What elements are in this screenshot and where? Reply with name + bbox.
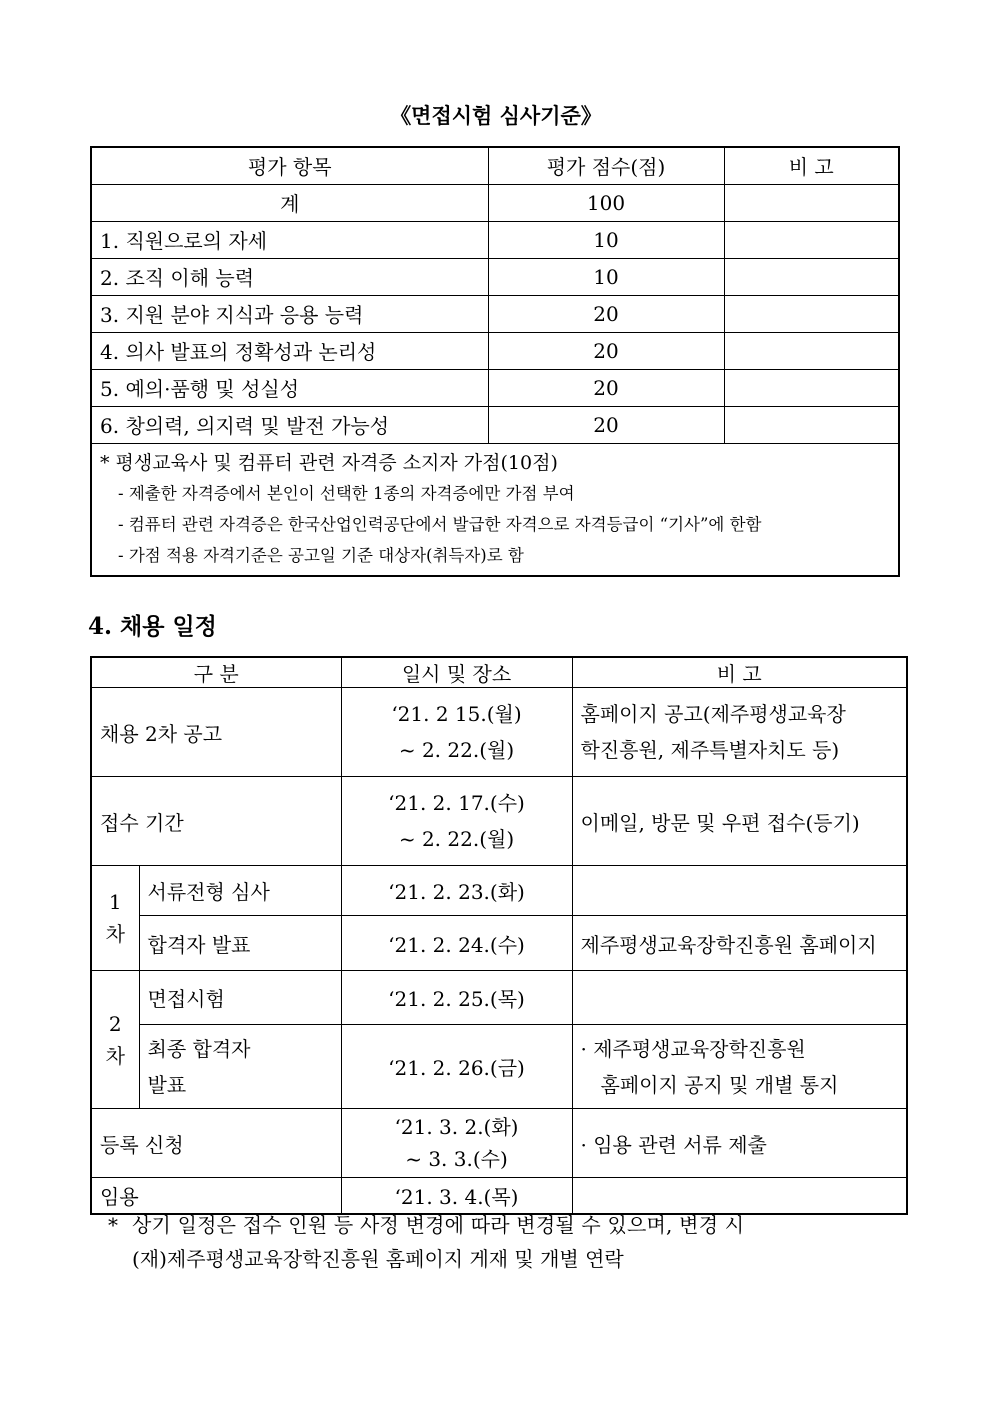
table-row <box>91 332 899 369</box>
table-row <box>91 688 907 777</box>
table-row <box>91 866 907 916</box>
schedule-name: 등록 신청 <box>91 1109 341 1178</box>
date-line-1: ‘21. 3. 2.(화) <box>394 1115 519 1139</box>
criteria-title: 《면접시험 심사기준》 <box>390 103 602 128</box>
criteria-table <box>90 146 900 577</box>
schedule-date: ‘21. 3. 4.(목) <box>341 1178 572 1214</box>
section-title: 4. 채용 일정 <box>88 613 217 640</box>
criteria-item: 5. 예의·품행 및 성실성 <box>91 369 488 406</box>
remark-line-1: 홈페이지 공고(제주평생교육장 <box>580 702 846 726</box>
schedule-name <box>139 1025 341 1109</box>
schedule-date: ‘21. 2. 23.(화) <box>341 866 572 916</box>
criteria-score: 20 <box>488 295 724 332</box>
criteria-item: 2. 조직 이해 능력 <box>91 258 488 295</box>
table-row <box>91 916 907 971</box>
note-sub-1: - 제출한 자격증에서 본인이 선택한 1종의 자격증에만 가점 부여 <box>118 483 575 503</box>
schedule-date: ‘21. 2. 24.(수) <box>341 916 572 971</box>
criteria-header-row <box>91 147 899 184</box>
schedule-date <box>341 1109 572 1178</box>
criteria-score: 10 <box>488 221 724 258</box>
schedule-name: 서류전형 심사 <box>139 866 341 916</box>
criteria-total-row <box>91 184 899 221</box>
note-sub-2: - 컴퓨터 관련 자격증은 한국산업인력공단에서 발급한 자격으로 자격등급이 “기사”에 한함 <box>118 514 762 534</box>
table-row <box>91 295 899 332</box>
criteria-remark <box>724 221 899 258</box>
name-line-2: 발표 <box>147 1072 187 1097</box>
schedule-date: ‘21. 2. 26.(금) <box>341 1025 572 1109</box>
footnote-text-1: 상기 일정은 접수 인원 등 사정 변경에 따라 변경될 수 있으며, 변경 시 <box>132 1213 745 1237</box>
schedule-header-row <box>91 657 907 688</box>
criteria-item: 3. 지원 분야 지식과 응용 능력 <box>91 295 488 332</box>
group-second-char: 차 <box>105 1043 125 1068</box>
schedule-name: 합격자 발표 <box>139 916 341 971</box>
schedule-name: 면접시험 <box>139 971 341 1025</box>
criteria-remark <box>724 258 899 295</box>
note-sub-3: - 가점 적용 자격기준은 공고일 기준 대상자(취득자)로 함 <box>118 545 524 565</box>
schedule-remark <box>572 1025 907 1109</box>
criteria-score: 10 <box>488 258 724 295</box>
table-row <box>91 406 899 443</box>
criteria-remark <box>724 295 899 332</box>
table-row <box>91 221 899 258</box>
total-label: 계 <box>91 184 488 221</box>
table-row <box>91 258 899 295</box>
total-remark <box>724 184 899 221</box>
criteria-score: 20 <box>488 369 724 406</box>
remark-line-1: · 제주평생교육장학진흥원 <box>580 1036 806 1061</box>
header-item: 평가 항목 <box>91 147 488 184</box>
footnote-line-2: (재)제주평생교육장학진흥원 홈페이지 게재 및 개별 연락 <box>132 1247 624 1271</box>
schedule-remark: 이메일, 방문 및 우편 접수(등기) <box>572 777 907 866</box>
header-remark: 비 고 <box>724 147 899 184</box>
footnote-bullet: * <box>108 1213 119 1237</box>
schedule-remark <box>572 688 907 777</box>
schedule-date <box>341 777 572 866</box>
schedule-table <box>90 656 908 1215</box>
criteria-score: 20 <box>488 332 724 369</box>
group-first-num: 1 <box>108 890 122 914</box>
criteria-remark <box>724 369 899 406</box>
name-line-1: 최종 합격자 <box>147 1036 251 1061</box>
schedule-name: 접수 기간 <box>91 777 341 866</box>
header-category: 구 분 <box>91 657 341 688</box>
table-row <box>91 369 899 406</box>
schedule-remark: 제주평생교육장학진흥원 홈페이지 <box>572 916 907 971</box>
criteria-score: 20 <box>488 406 724 443</box>
date-line-1: ‘21. 2. 17.(수) <box>388 791 525 815</box>
table-row <box>91 777 907 866</box>
table-row <box>91 1025 907 1109</box>
criteria-remark <box>724 406 899 443</box>
date-line-2: ~ 2. 22.(월) <box>398 738 515 762</box>
schedule-name: 임용 <box>91 1178 341 1214</box>
criteria-note-row <box>91 443 899 576</box>
remark-line-2: 학진흥원, 제주특별자치도 등) <box>580 738 840 762</box>
table-row <box>91 1109 907 1178</box>
schedule-date <box>341 688 572 777</box>
criteria-note <box>91 443 899 576</box>
group-second-num: 2 <box>108 1011 122 1036</box>
schedule-remark: · 임용 관련 서류 제출 <box>572 1109 907 1178</box>
schedule-remark <box>572 971 907 1025</box>
header-remark: 비 고 <box>572 657 907 688</box>
group-first <box>91 866 139 971</box>
date-line-2: ~ 3. 3.(수) <box>405 1147 508 1171</box>
header-score: 평가 점수(점) <box>488 147 724 184</box>
total-score: 100 <box>488 184 724 221</box>
header-date: 일시 및 장소 <box>341 657 572 688</box>
remark-line-2: 홈페이지 공지 및 개별 통지 <box>600 1072 839 1097</box>
criteria-item: 1. 직원으로의 자세 <box>91 221 488 258</box>
group-first-char: 차 <box>105 922 125 946</box>
criteria-remark <box>724 332 899 369</box>
date-line-2: ~ 2. 22.(월) <box>398 827 515 851</box>
group-second <box>91 971 139 1109</box>
footnote-line-1 <box>108 1208 908 1242</box>
schedule-remark <box>572 866 907 916</box>
table-row <box>91 971 907 1025</box>
note-main: * 평생교육사 및 컴퓨터 관련 자격증 소지자 가점(10점) <box>100 451 558 474</box>
schedule-footnote <box>108 1208 908 1276</box>
criteria-item: 6. 창의력, 의지력 및 발전 가능성 <box>91 406 488 443</box>
criteria-item: 4. 의사 발표의 정확성과 논리성 <box>91 332 488 369</box>
schedule-date: ‘21. 2. 25.(목) <box>341 971 572 1025</box>
schedule-name: 채용 2차 공고 <box>91 688 341 777</box>
date-line-1: ‘21. 2 15.(월) <box>391 702 522 726</box>
